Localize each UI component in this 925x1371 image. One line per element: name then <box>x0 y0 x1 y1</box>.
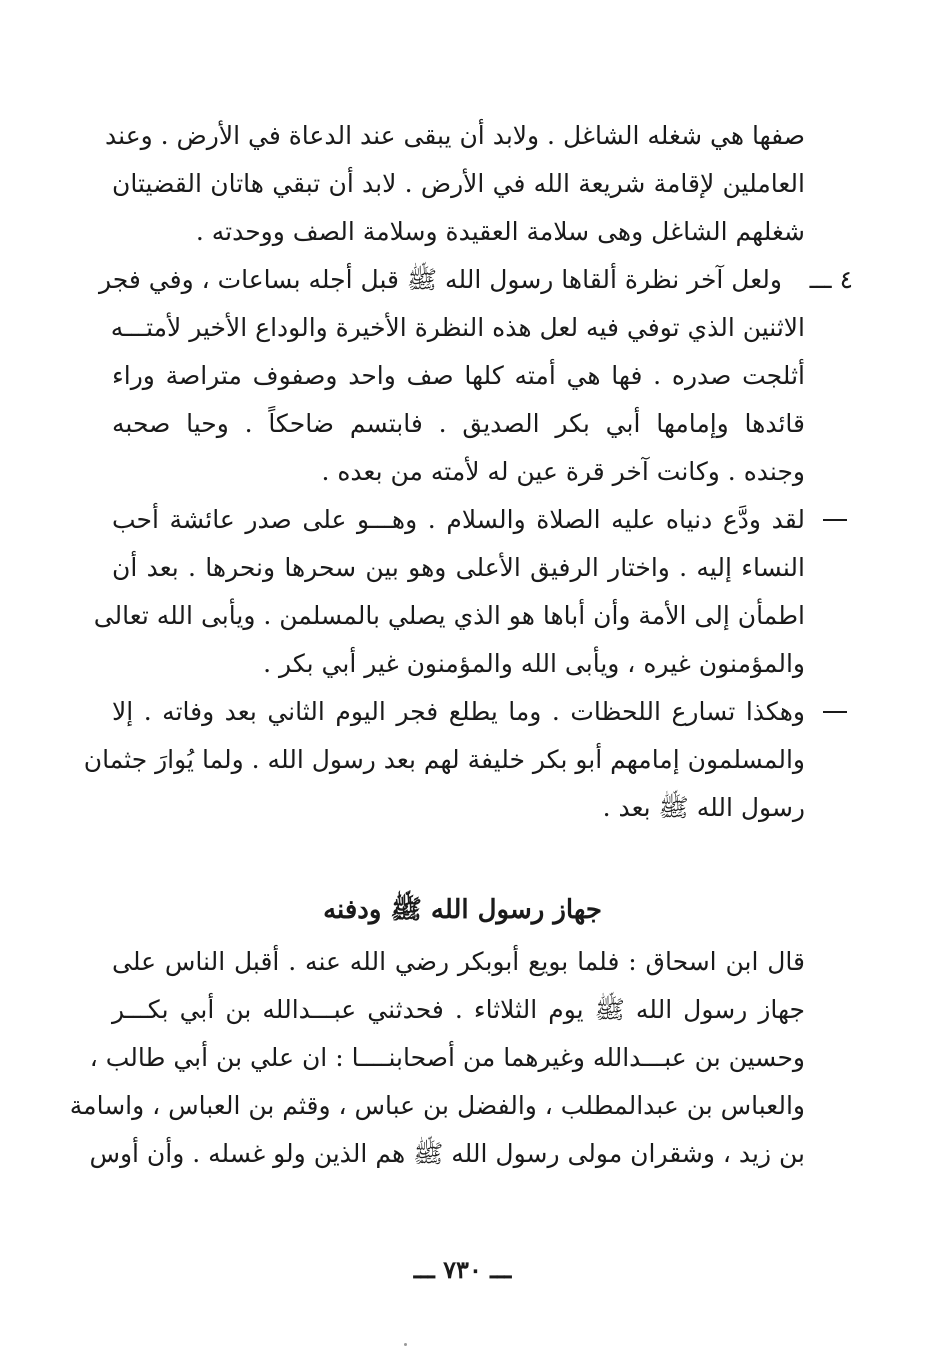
section-heading: جهاز رسول الله ﷺ ودفنه <box>323 895 602 925</box>
text-line: والمسلمون إمامهم أبو بكر خليفة لهم بعد رسول الله . ولما يُوارَ جثمان <box>83 745 805 774</box>
text-line: شغلهم الشاغل وهى سلامة العقيدة وسلامة الصف ووحدته . <box>195 217 805 246</box>
text-line: اطمأن إلى الأمة وأن أباها هو الذي يصلي بالمسلمن . ويأبى الله تعالى <box>93 601 805 630</box>
list-item-4 <box>0 256 925 496</box>
page-number: ـــ ٧٣٠ ـــ <box>413 1255 512 1284</box>
intro-paragraph <box>0 112 925 256</box>
dash-bullet <box>823 711 847 713</box>
scan-speck <box>404 1343 407 1346</box>
text-line: الاثنين الذي توفي فيه لعل هذه النظرة الأخيرة والوداع الأخير لأمتـــه <box>110 313 805 342</box>
text-line: النساء إليه . واختار الرفيق الأعلى وهو بين سحرها ونحرها . بعد أن <box>112 553 805 582</box>
text-line: صفها هي شغله الشاغل . ولابد أن يبقى عند الدعاة في الأرض . وعند <box>105 121 805 150</box>
text-line: أثلجت صدره . فها هي أمته كلها صف واحد وصفوف متراصة وراء <box>112 361 805 390</box>
text-line: وحسين بن عبـــدالله وغيرهما من أصحابنــــا : ان علي بن أبي طالب ، <box>89 1043 805 1072</box>
dash-item-farewell <box>0 496 925 688</box>
text-line: جهاز رسول الله ﷺ يوم الثلاثاء . فحدثني عبـــدالله بن أبي بكـــر <box>112 995 805 1024</box>
text-line: بن زيد ، وشقران مولى رسول الله ﷺ هم الذين ولو غسله . وأن أوس <box>89 1139 805 1168</box>
dash-item-succession <box>0 688 925 832</box>
text-line: وجنده . وكانت آخر قرة عين له لأمته من بعده . <box>321 457 805 486</box>
text-line: والمؤمنون غيره ، ويأبى الله والمؤمنون غير أبي بكر . <box>263 649 805 678</box>
section-paragraph <box>0 938 925 1178</box>
text-line: قائدها وإمامها أبي بكر الصديق . فابتسم ضاحكاً . وحيا صحبه <box>112 409 805 438</box>
text-line: والعباس بن عبدالمطلب ، والفضل بن عباس ، وقثم بن العباس ، واسامة <box>69 1091 805 1120</box>
text-line: العاملين لإقامة شريعة الله في الأرض . لابد أن تبقي هاتان القضيتان <box>112 169 805 198</box>
page-body <box>0 112 925 832</box>
text-line: رسول الله ﷺ بعد . <box>602 793 805 822</box>
text-line: قال ابن اسحاق : فلما بويع أبوبكر رضي الله عنه . أقبل الناس على <box>112 947 805 976</box>
item-number: ٤ ـــ <box>809 265 853 294</box>
text-line: وهكذا تسارع اللحظات . وما يطلع فجر اليوم الثاني بعد وفاته . إلا <box>112 697 805 726</box>
dash-bullet <box>823 519 847 521</box>
text-line: ولعل آخر نظرة ألقاها رسول الله ﷺ قبل أجله بساعات ، وفي فجر <box>98 265 782 294</box>
text-line: لقد ودَّع دنياه عليه الصلاة والسلام . وهـــو على صدر عائشة أحب <box>112 505 805 534</box>
